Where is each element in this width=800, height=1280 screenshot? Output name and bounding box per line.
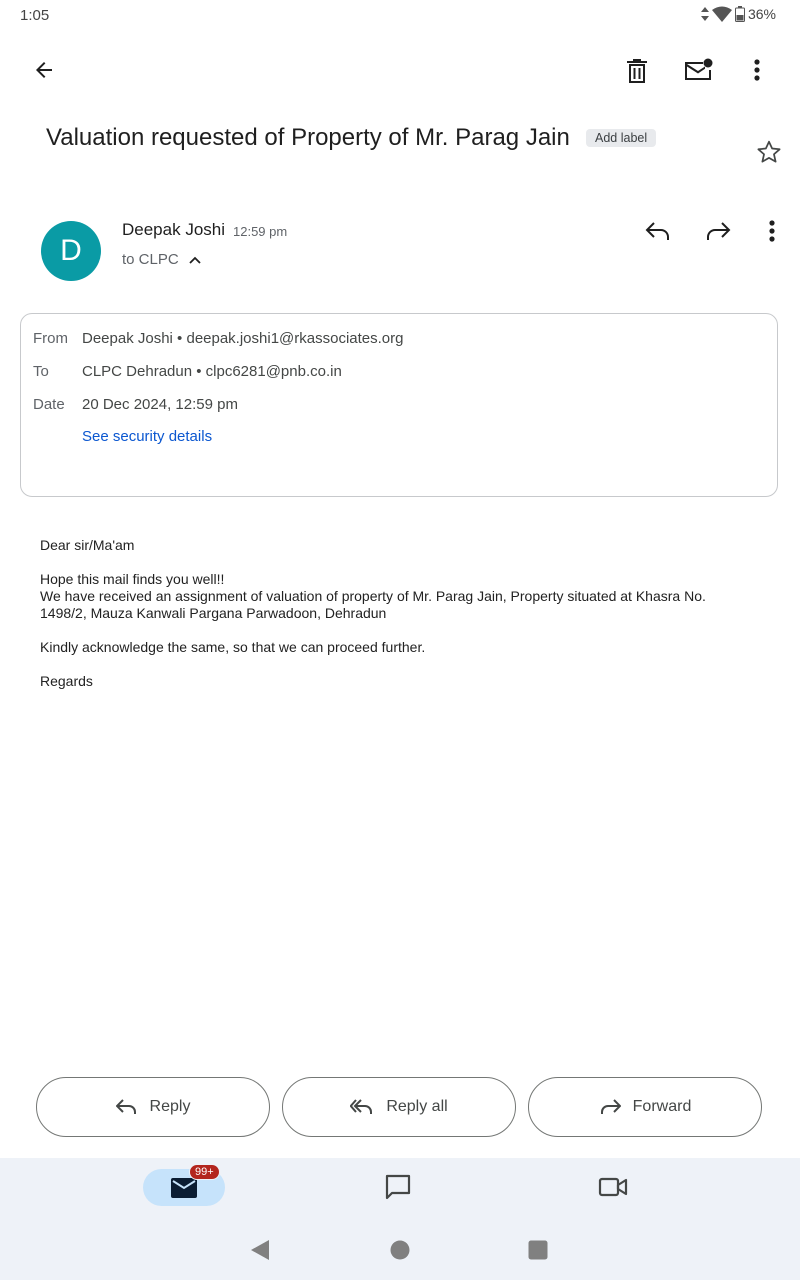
message-details-card bbox=[20, 313, 778, 497]
forward-label: Forward bbox=[632, 1098, 692, 1115]
delete-button[interactable] bbox=[613, 47, 661, 95]
from-label: From bbox=[33, 330, 68, 347]
body-line: Hope this mail finds you well!! bbox=[40, 571, 225, 587]
from-value: Deepak Joshi • deepak.joshi1@rkassociates.org bbox=[82, 330, 404, 347]
recipient-summary: to CLPC bbox=[122, 251, 179, 268]
date-value: 20 Dec 2024, 12:59 pm bbox=[82, 396, 238, 413]
reply-icon bbox=[116, 1099, 138, 1115]
forward-icon bbox=[599, 1099, 621, 1115]
nav-chat-tab[interactable] bbox=[374, 1163, 422, 1211]
battery-icon bbox=[735, 6, 745, 22]
to-label: To bbox=[33, 363, 49, 380]
back-button[interactable] bbox=[20, 46, 68, 94]
more-options-button[interactable] bbox=[733, 46, 781, 94]
more-vert-icon bbox=[754, 59, 760, 81]
system-home-button[interactable] bbox=[376, 1226, 424, 1274]
security-details-link[interactable]: See security details bbox=[82, 428, 213, 445]
nav-meet-tab[interactable] bbox=[589, 1163, 637, 1211]
to-value: CLPC Dehradun • clpc6281@pnb.co.in bbox=[82, 363, 342, 380]
data-arrows-icon bbox=[701, 7, 709, 21]
reply-button[interactable] bbox=[36, 1077, 270, 1137]
more-vert-icon bbox=[769, 220, 775, 242]
system-recents-button[interactable] bbox=[514, 1226, 562, 1274]
arrow-back-icon bbox=[32, 58, 56, 82]
square-recents-icon bbox=[528, 1240, 548, 1260]
sender-avatar[interactable]: D bbox=[41, 221, 101, 281]
video-camera-icon bbox=[598, 1176, 628, 1198]
forward-icon-button[interactable] bbox=[694, 207, 742, 255]
add-label-chip[interactable]: Add label bbox=[586, 129, 656, 147]
reply-label: Reply bbox=[149, 1098, 191, 1115]
star-button[interactable] bbox=[745, 128, 793, 176]
email-subject: Valuation requested of Property of Mr. Parag Jain bbox=[46, 124, 570, 151]
body-closing: Regards bbox=[40, 673, 93, 689]
reply-icon bbox=[645, 221, 671, 241]
system-back-button[interactable] bbox=[236, 1226, 284, 1274]
reply-icon-button[interactable] bbox=[634, 207, 682, 255]
reply-all-button[interactable] bbox=[282, 1077, 516, 1137]
sender-name: Deepak Joshi bbox=[122, 220, 226, 239]
unread-count-badge: 99+ bbox=[189, 1164, 220, 1180]
body-line: Kindly acknowledge the same, so that we can proceed further. bbox=[40, 639, 426, 655]
mark-unread-button[interactable] bbox=[674, 46, 722, 94]
message-more-button[interactable] bbox=[748, 207, 796, 255]
triangle-back-icon bbox=[249, 1239, 271, 1261]
battery-level: 36% bbox=[747, 6, 776, 22]
forward-button[interactable] bbox=[528, 1077, 762, 1137]
trash-icon bbox=[625, 58, 649, 84]
date-label: Date bbox=[33, 396, 65, 413]
wifi-icon bbox=[712, 6, 732, 22]
status-icons bbox=[701, 6, 776, 22]
circle-home-icon bbox=[390, 1240, 410, 1260]
chat-icon bbox=[384, 1173, 412, 1201]
body-line: We have received an assignment of valuation of property of Mr. Parag Jain, Property situated at Khasra No. 1498/2, Mauza Kanwali Pargana Parwadoon, Dehradun bbox=[40, 588, 706, 621]
status-time: 1:05 bbox=[20, 7, 50, 24]
sent-time: 12:59 pm bbox=[233, 224, 288, 239]
recipient-toggle[interactable] bbox=[122, 251, 201, 268]
chevron-up-icon bbox=[189, 256, 201, 264]
reply-all-icon bbox=[350, 1099, 374, 1115]
star-outline-icon bbox=[756, 139, 782, 165]
body-greeting: Dear sir/Ma'am bbox=[40, 537, 135, 553]
reply-all-label: Reply all bbox=[386, 1098, 448, 1115]
forward-icon bbox=[705, 221, 731, 241]
mail-unread-icon bbox=[683, 58, 713, 82]
mail-icon bbox=[170, 1177, 198, 1199]
